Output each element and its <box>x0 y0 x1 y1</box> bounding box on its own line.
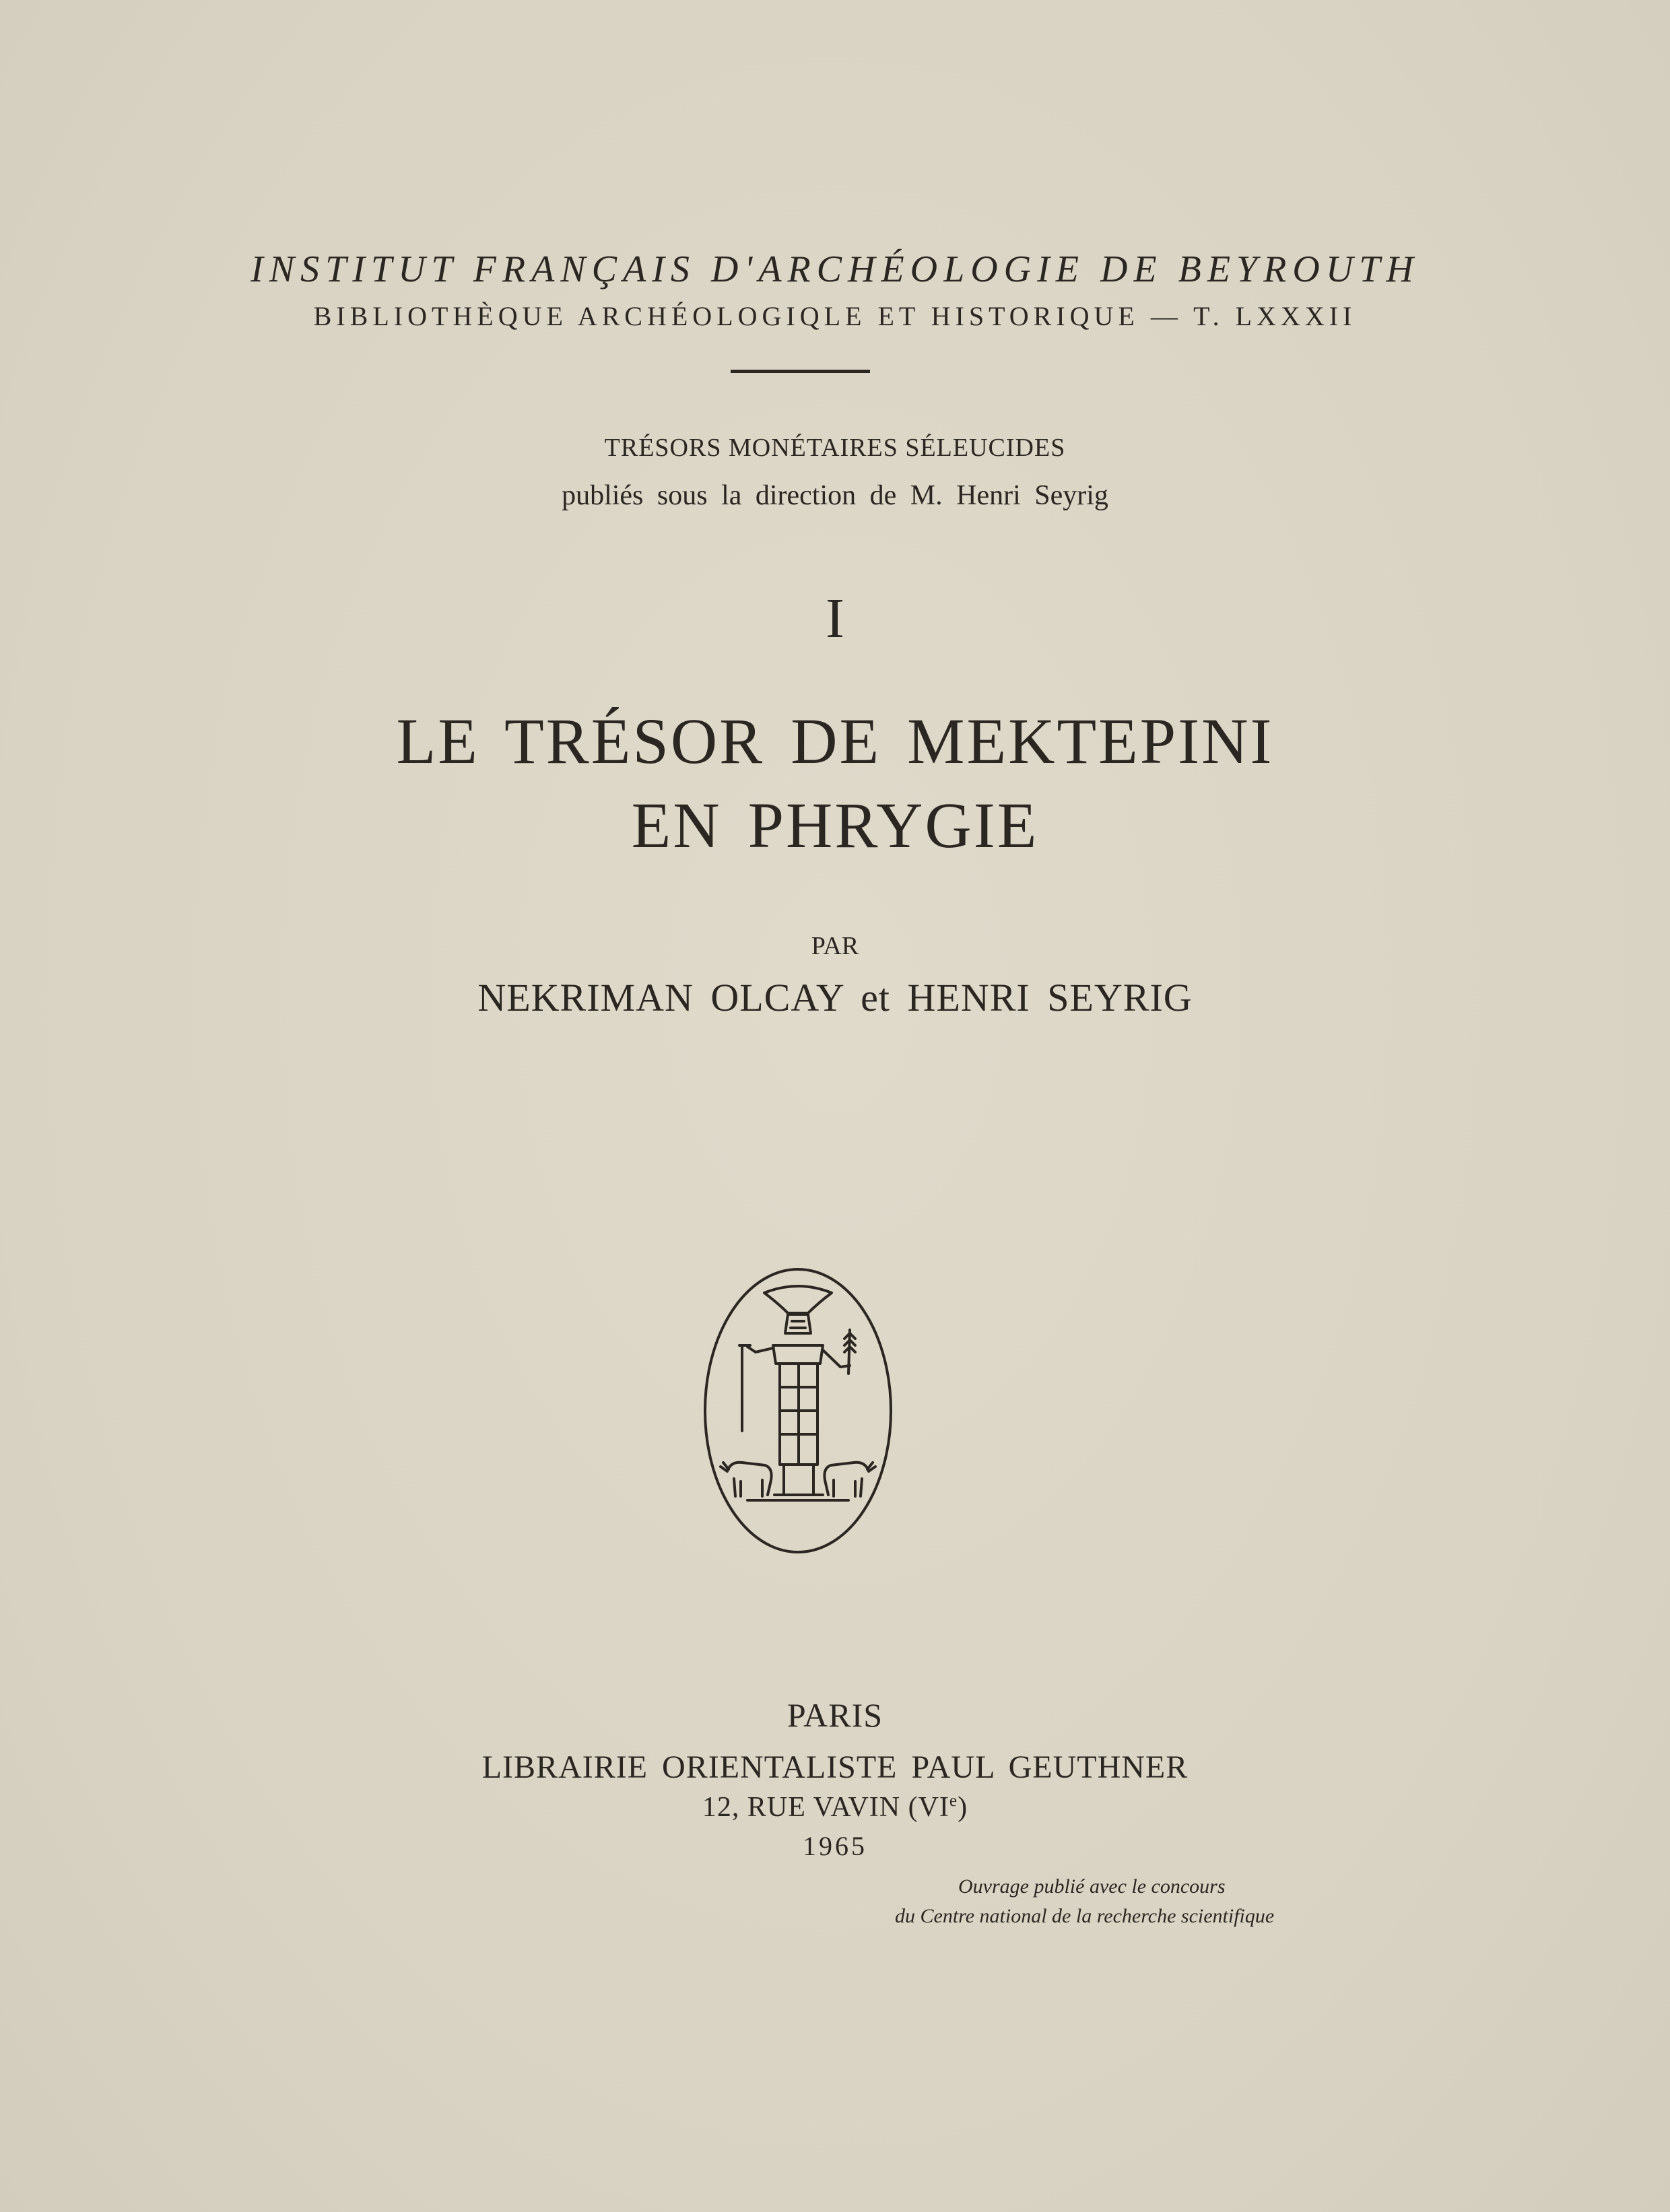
authors: NEKRIMAN OLCAY et HENRI SEYRIG <box>477 976 1193 1019</box>
title-line-1: LE TRÉSOR DE MEKTEPINI <box>396 705 1274 777</box>
title-line-2: EN PHRYGIE <box>631 789 1039 861</box>
series-name: BIBLIOTHÈQUE ARCHÉOLOGIQLE ET HISTORIQUE — T. LXXXII <box>313 301 1357 331</box>
collection-title: TRÉSORS MONÉTAIRES SÉLEUCIDES <box>604 434 1066 462</box>
by-label: PAR <box>811 932 859 960</box>
imprint-address: 12, RUE VAVIN (VIe) <box>702 1792 968 1823</box>
divider-rule <box>731 370 870 373</box>
support-note-line-2: du Centre national de la recherche scientifique <box>895 1905 1275 1927</box>
imprint-year: 1965 <box>803 1831 867 1861</box>
imprint-city: PARIS <box>787 1696 883 1734</box>
institute-name: INSTITUT FRANÇAIS D'ARCHÉOLOGIE DE BEYROUTH <box>250 248 1420 290</box>
imprint-publisher: LIBRAIRIE ORIENTALISTE PAUL GEUTHNER <box>481 1749 1189 1785</box>
seal-emblem-icon <box>700 1266 896 1555</box>
volume-number: I <box>826 587 844 650</box>
support-note-line-1: Ouvrage publié avec le concours <box>958 1875 1226 1898</box>
collection-direction: publiés sous la direction de M. Henri Seyrig <box>562 480 1108 511</box>
